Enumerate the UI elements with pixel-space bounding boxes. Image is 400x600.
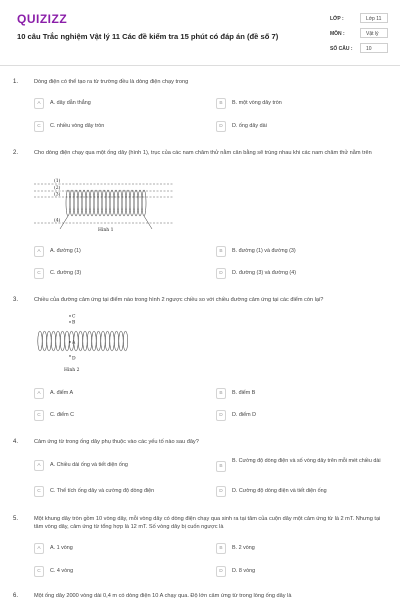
option-text: B. điểm B	[232, 390, 256, 396]
option-letter: C	[34, 566, 44, 577]
quizizz-logo: QUIZIZZ	[17, 12, 68, 26]
option-text: C. Thể tích ống dây và cường độ dòng điện	[50, 488, 155, 494]
option-letter: D	[216, 121, 226, 132]
option-text: C. đường (3)	[50, 270, 82, 276]
option-text: D. đường (3) và đường (4)	[232, 270, 297, 276]
figure-2-solenoid	[34, 312, 144, 374]
mon-value: Vật lý	[360, 28, 388, 38]
label-a: A	[72, 340, 76, 346]
option-text: A. Chiều dài ống và tiết diện ống	[50, 462, 128, 468]
option-letter: A	[34, 543, 44, 554]
option-text: B. Cường độ dòng điện và số vòng dây trên mỗi mét chiều dài	[232, 458, 381, 464]
figure-caption: Hình 2	[64, 368, 80, 373]
option-letter: A	[34, 460, 44, 471]
question-text: Cảm ứng từ trong ống dây phụ thuộc vào các yếu tố nào sau đây?	[34, 439, 199, 445]
option-letter: D	[216, 486, 226, 497]
option-letter: B	[216, 388, 226, 399]
option-letter: C	[34, 121, 44, 132]
worksheet-title: 10 câu Trắc nghiệm Vật lý 11 Các đề kiểm tra 15 phút có đáp án (đề số 7)	[17, 32, 279, 41]
question-number: 2.	[13, 150, 19, 156]
option-text: C. 4 vòng	[50, 568, 74, 574]
so-cau-label: SỐ CÂU :	[330, 46, 353, 52]
question-text: Chiều của đường cảm ứng tại điểm nào trong hình 2 ngược chiều so với chiều đường cảm ứng tại các điểm còn lại?	[34, 297, 324, 303]
option-text: B. một vòng dây tròn	[232, 100, 282, 106]
option-letter: A	[34, 246, 44, 257]
header-divider	[0, 65, 400, 66]
option-letter: B	[216, 246, 226, 257]
question-text: Dòng điện có thể tạo ra từ trường đều là dòng điện chạy trong	[34, 79, 189, 85]
question-text: Cho dòng điện chạy qua một ống dây (hình 1), trục của các nam châm thử nằm cân bằng sẽ trùng nhau khi các nam châm thử nằm trên	[34, 150, 372, 156]
label-c: C	[72, 314, 76, 320]
lop-value: Lớp 11	[360, 13, 388, 23]
option-letter: B	[216, 543, 226, 554]
option-letter: B	[216, 461, 226, 472]
option-text: C. điểm C	[50, 412, 74, 418]
option-letter: A	[34, 388, 44, 399]
option-text: D. điểm D	[232, 412, 256, 418]
question-number: 1.	[13, 79, 19, 85]
option-text: A. 1 vòng	[50, 545, 73, 551]
label-1: (1)	[54, 179, 61, 184]
question-text: Một ống dây 2000 vòng dài 0,4 m có dòng điện 10 A chạy qua. Độ lớn cảm ứng từ trong lòng ống dây là	[34, 593, 292, 599]
figure-1-solenoid	[34, 175, 174, 233]
point-a	[69, 341, 70, 342]
option-text: A. dây dẫn thẳng	[50, 100, 91, 106]
option-text: A. điểm A	[50, 390, 74, 396]
option-text: A. đường (1)	[50, 248, 81, 254]
point-c	[69, 315, 70, 316]
question-number: 4.	[13, 439, 19, 445]
point-d	[69, 355, 70, 356]
point-b	[69, 321, 70, 322]
option-letter: D	[216, 566, 226, 577]
option-text: B. đường (1) và đường (3)	[232, 248, 296, 254]
option-letter: B	[216, 98, 226, 109]
option-text: D. ống dây dài	[232, 123, 267, 129]
mon-label: MÔN :	[330, 31, 345, 37]
question-number: 3.	[13, 297, 19, 303]
question-text: Một khung dây tròn gồm 10 vòng dây, mỗi vòng dây có dòng điện chạy qua sinh ra tại tâm của cuộn dây một cảm ứng từ là 2 mT. Nhưng tại tâm vòng dây, cảm ứng từ tổng hợp là 12 mT. Số vòng dây bị cuốn ngược là	[34, 516, 381, 530]
option-text: D. 8 vòng	[232, 568, 256, 574]
lop-label: LỚP :	[330, 16, 344, 22]
option-letter: C	[34, 486, 44, 497]
label-2: (2)	[54, 186, 61, 191]
option-letter: A	[34, 98, 44, 109]
question-number: 5.	[13, 516, 19, 522]
option-letter: C	[34, 410, 44, 421]
option-text: C. nhiều vòng dây tròn	[50, 123, 105, 129]
option-letter: D	[216, 268, 226, 279]
label-4: (4)	[54, 218, 61, 224]
option-text: B. 2 vòng	[232, 545, 255, 551]
label-b: B	[72, 320, 76, 326]
solenoid-coils	[38, 331, 128, 351]
so-cau-value: 10	[360, 43, 388, 53]
option-text: D. Cường độ dòng điện và tiết diện ống	[232, 488, 327, 494]
label-d: D	[72, 356, 76, 362]
question-number: 6.	[13, 593, 19, 599]
figure-caption: Hình 1	[98, 228, 114, 233]
option-letter: C	[34, 268, 44, 279]
option-letter: D	[216, 410, 226, 421]
label-3: (3)	[54, 192, 61, 198]
worksheet-header	[0, 0, 400, 66]
